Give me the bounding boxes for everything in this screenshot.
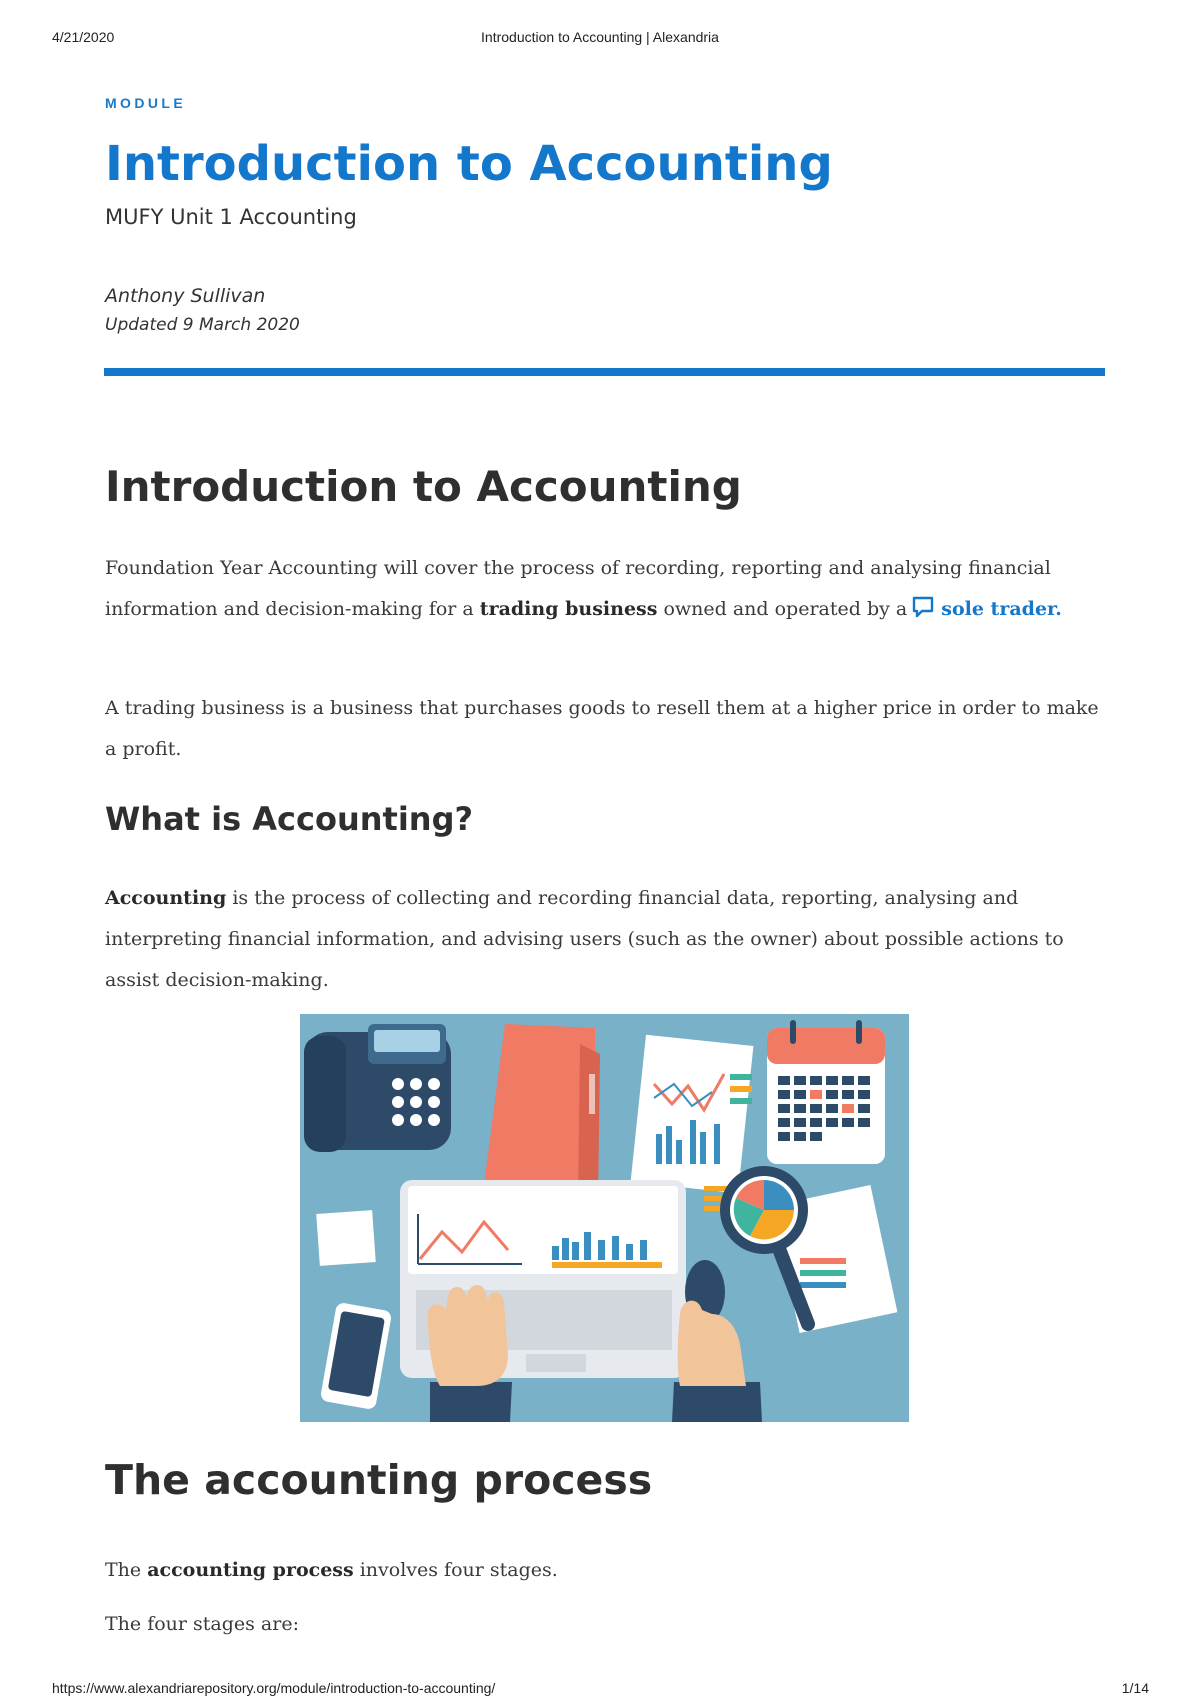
what-is-text: is the process of collecting and recording financial data, reporting, analysing and interpreting financial information, and advising users (such as the owner) about possible actions to assist decision-making. xyxy=(105,887,1064,991)
term-accounting: Accounting xyxy=(105,887,227,909)
section-heading-intro: Introduction to Accounting xyxy=(105,462,742,511)
print-date: 4/21/2020 xyxy=(52,29,115,45)
term-trading-business: trading business xyxy=(479,598,658,620)
process-paragraph-1 xyxy=(105,1550,1105,1591)
telephone-icon xyxy=(304,1024,451,1152)
glossary-link-sole-trader[interactable]: sole trader. xyxy=(941,598,1062,620)
section-heading-process: The accounting process xyxy=(105,1456,653,1504)
process-paragraph-2: The four stages are: xyxy=(105,1613,299,1635)
intro-paragraph-1 xyxy=(105,548,1105,634)
header-divider xyxy=(104,368,1105,376)
module-subtitle: MUFY Unit 1 Accounting xyxy=(105,205,357,229)
print-page-number: 1/14 xyxy=(1121,1680,1149,1696)
hand-left-icon xyxy=(428,1285,512,1422)
module-kicker: MODULE xyxy=(105,95,187,111)
section-heading-what-is: What is Accounting? xyxy=(105,800,474,838)
accounting-desk-illustration xyxy=(300,1014,909,1422)
intro-paragraph-2: A trading business is a business that purchases goods to resell them at a higher price in order to make a profit. xyxy=(105,697,1099,760)
intro-p1-text: Foundation Year Accounting will cover the process of recording, reporting and analysing financial information and decision-making for a xyxy=(105,557,1051,620)
term-accounting-process: accounting process xyxy=(147,1559,354,1581)
print-footer xyxy=(0,1680,1200,1698)
process-p1-before: The xyxy=(105,1559,148,1581)
calendar-icon xyxy=(767,1020,885,1164)
sticky-note-icon xyxy=(316,1210,375,1266)
module-updated-date: Updated 9 March 2020 xyxy=(105,315,300,335)
print-url: https://www.alexandriarepository.org/module/introduction-to-accounting/ xyxy=(52,1680,496,1696)
print-header xyxy=(0,29,1200,49)
module-title: Introduction to Accounting xyxy=(105,136,833,192)
module-author: Anthony Sullivan xyxy=(105,285,266,307)
speech-bubble-icon[interactable] xyxy=(911,593,935,634)
intro-p1-middle: owned and operated by a xyxy=(657,598,908,620)
print-title: Introduction to Accounting | Alexandria xyxy=(481,29,719,45)
what-is-paragraph xyxy=(105,878,1105,1001)
process-p1-after: involves four stages. xyxy=(353,1559,558,1581)
